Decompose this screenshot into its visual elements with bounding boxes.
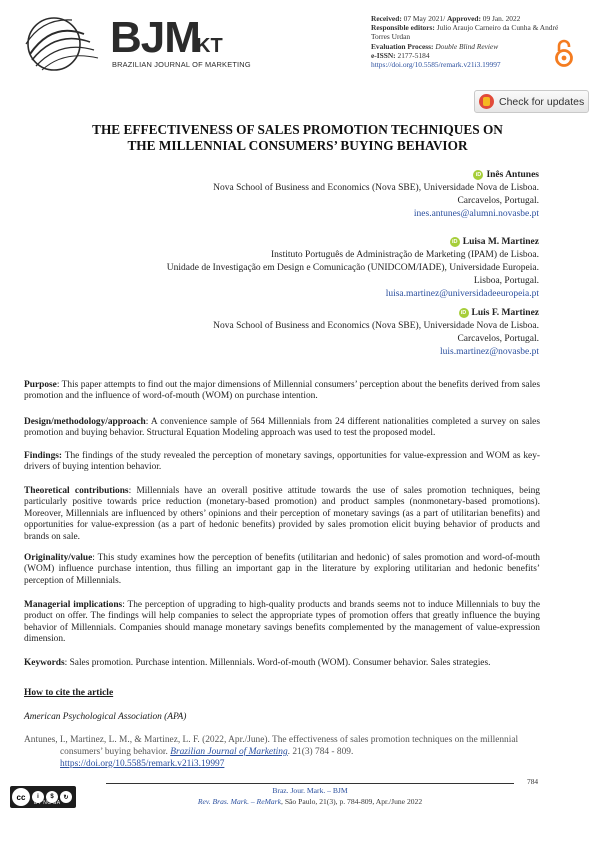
editors-names: Julio Araujo Carneiro da Cunha & André Torres Urdan — [371, 23, 559, 42]
footer-divider — [106, 783, 514, 784]
author-block-1 — [213, 168, 539, 221]
orcid-icon[interactable]: iD — [459, 308, 469, 318]
author-affiliation: Nova School of Business and Economics (Nova SBE), Universidade Nova de Lisboa. — [213, 320, 539, 331]
approved-label: Approved: — [446, 14, 481, 23]
page-number: 784 — [527, 777, 539, 786]
footer-journal-abbrev[interactable]: Rev. Bras. Mark. – ReMark — [197, 797, 282, 806]
evaluation-line — [371, 42, 567, 51]
sa-icon: ↻ — [60, 791, 72, 803]
abstract-purpose: Purpose: This paper attempts to find out the major dimensions of Millennial consumers’ perception about the benefits derived from sales promotion and the influence of word-of-mouth (WOM) on purchase intention. — [24, 380, 540, 402]
cc-icon: cc — [12, 788, 30, 806]
editors-line — [371, 23, 567, 41]
author-email[interactable]: luis.martinez@novasbe.pt — [440, 346, 539, 357]
abstract-originality: Originality/value: This study examines how the perception of benefits (utilitarian and hedonic) of sales promotion and word-of-mouth (WOM) influence purchase intention, thus filling an important gap in the literature by exploring utilitarian and hedonic benefits’ perception of Millennials. — [24, 553, 540, 586]
citation-reference: Antunes, I., Martinez, L. M., & Martinez, L. F. (2022, Apr./June). The effectiveness of sales promotion techniques on the millennial consumers’ buying behavior. Brazilian Journal of Marketing. 21(3) 784 - 809. https://doi.org/10.5585/remark.v21i3.19997 — [24, 735, 519, 769]
abstract-keywords: Keywords: Sales promotion. Purchase intention. Millennials. Word-of-mouth (WOM). Consumer behavior. Sales strategies. — [24, 658, 491, 668]
editors-label: Responsible editors: — [371, 23, 435, 33]
author-city: Lisboa, Portugal. — [473, 275, 539, 286]
title-line-1: THE EFFECTIVENESS OF SALES PROMOTION TECHNIQUES ON — [92, 122, 503, 137]
eissn-line — [371, 51, 567, 60]
received-label: Received: — [371, 14, 402, 23]
nc-icon: $ — [46, 791, 58, 803]
author-name: iD Luis F. Martinez — [459, 307, 539, 320]
title-line-2: THE MILLENNIAL CONSUMERS’ BUYING BEHAVIOR — [127, 137, 468, 153]
logo-subtitle: BRAZILIAN JOURNAL OF MARKETING — [112, 60, 251, 69]
orcid-icon[interactable]: iD — [473, 170, 483, 180]
author-affiliation-2: Unidade de Investigação em Design e Comunicação (UNIDCOM/IADE), Universidade Europeia. — [166, 262, 539, 273]
article-title — [60, 122, 535, 154]
how-to-cite-heading: How to cite the article — [24, 688, 114, 698]
dates-line: Received: 07 May 2021/ Approved: 09 Jan. 2022 — [371, 14, 521, 23]
author-email[interactable]: luisa.martinez@universidadeeuropeia.pt — [385, 288, 539, 299]
author-city: Carcavelos, Portugal. — [457, 333, 539, 344]
evaluation-label: Evaluation Process: — [371, 41, 434, 51]
author-name: iD Luisa M. Martinez — [450, 236, 539, 249]
doi-link[interactable]: https://doi.org/10.5585/remark.v21i3.19997 — [371, 60, 501, 70]
logo-wordmark-suffix: KT — [196, 35, 223, 57]
eissn-value: 2177-5184 — [397, 50, 430, 60]
author-name: iD Inês Antunes — [473, 169, 539, 182]
evaluation-value: Double Blind Review — [435, 41, 499, 51]
citation-doi-link[interactable]: https://doi.org/10.5585/remark.v21i3.19997 — [60, 758, 225, 769]
orcid-icon[interactable]: iD — [450, 237, 460, 247]
author-email[interactable]: ines.antunes@alumni.novasbe.pt — [413, 208, 539, 219]
footer-journal-name: Braz. Jour. Mark. – BJM — [272, 786, 348, 795]
abstract-design: Design/methodology/approach: A convenience sample of 564 Millennials from 24 different nationalities completed a survey on sales promotion and buying behavior. Structural Equation Modeling approach was used to test the proposed model. — [24, 417, 540, 439]
footer-citation: Rev. Bras. Mark. – ReMark, São Paulo, 21(3), p. 784-809, Apr./June 2022 — [197, 797, 423, 806]
open-access-icon[interactable] — [553, 38, 575, 68]
author-block-2 — [167, 235, 539, 301]
author-block-3 — [213, 306, 539, 359]
citation-style: American Psychological Association (APA) — [24, 712, 187, 722]
journal-logo — [22, 13, 251, 76]
author-affiliation: Nova School of Business and Economics (Nova SBE), Universidade Nova de Lisboa. — [213, 182, 539, 193]
abstract-managerial: Managerial implications: The perception of upgrading to high-quality products and brands seems not to induce Millennials to buy the product on offer. The findings will help companies to select the appropriate types of promotion offers that greatly influence the buying behavior of Millennials. Companies should manage monetary savings benefits complemented by the management of value-expression dimension. — [24, 600, 540, 645]
article-metadata — [371, 14, 567, 69]
approved-date: 09 Jan. 2022 — [482, 14, 521, 23]
eissn-label: e-ISSN: — [371, 50, 396, 60]
bjm-swirl-logo-icon — [22, 14, 104, 76]
check-for-updates-label: Check for updates — [499, 95, 585, 108]
author-city: Carcavelos, Portugal. — [457, 195, 539, 206]
abstract-findings: Findings: The findings of the study revealed the perception of monetary savings, opportunities for value-expression and WOM as key-drivers of buying intention behavior. — [24, 451, 540, 473]
cc-license-text: BY NC SA — [34, 800, 61, 806]
logo-wordmark: BJM — [110, 13, 200, 62]
author-affiliation: Instituto Português de Administração de Marketing (IPAM) de Lisboa. — [271, 249, 539, 260]
check-for-updates-button[interactable] — [474, 90, 589, 113]
crossmark-icon — [479, 94, 494, 109]
creative-commons-badge[interactable] — [10, 786, 76, 808]
received-date: 07 May 2021 — [403, 14, 444, 23]
journal-link[interactable]: Brazilian Journal of Marketing — [170, 746, 288, 757]
abstract-theoretical: Theoretical contributions: Millennials have an overall positive attitude towards the use of sales promotion techniques, being particularly positive towards price reduction (monetary-based promotion) and product samples (nonmonetary-based promotions). Moreover, Millennials are influenced by others’ opinions and their perception of monetary savings (as a part of utilitarian benefits) and opportunities for value-expression (as a part of hedonic benefits) provided by sales promotion elicit buying behavior of products and brands on sale. — [24, 486, 540, 542]
by-icon: i — [32, 791, 44, 803]
